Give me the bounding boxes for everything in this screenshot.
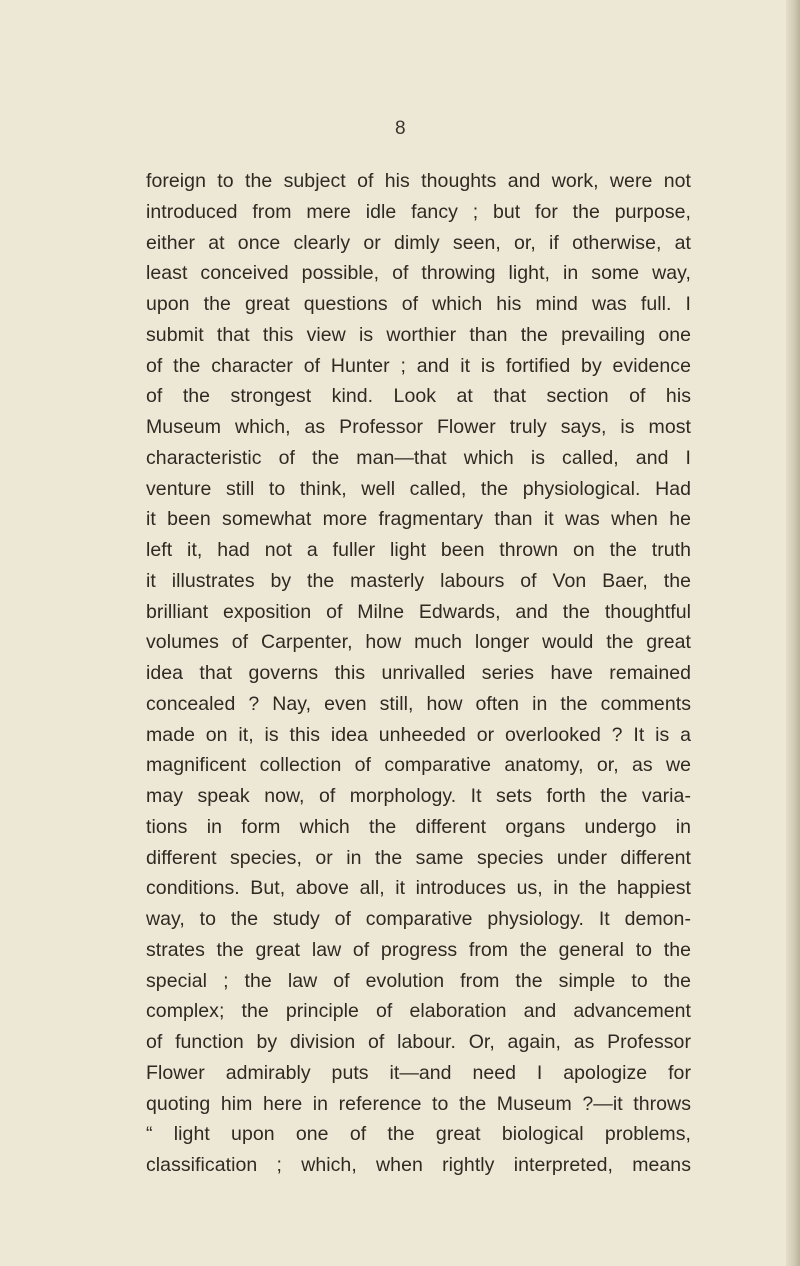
- text-line: it been somewhat more fragmentary than it was when he: [146, 508, 691, 531]
- text-line: strates the great law of progress from the general to the: [146, 938, 691, 961]
- text-line: conditions. But, above all, it introduces us, in the happiest: [146, 877, 691, 900]
- text-line: of the strongest kind. Look at that section of his: [146, 385, 691, 408]
- text-line: concealed ? Nay, even still, how often in the comments: [146, 692, 691, 715]
- text-line: of function by division of labour. Or, again, as Professor: [146, 1031, 691, 1053]
- text-line: brilliant exposition of Milne Edwards, and the thoughtful: [146, 600, 691, 623]
- text-line: either at once clearly or dimly seen, or, if otherwise, at: [146, 231, 691, 254]
- text-line: upon the great questions of which his mind was full. I: [146, 293, 691, 315]
- text-line: least conceived possible, of throwing light, in some way,: [146, 262, 691, 285]
- text-line: it illustrates by the masterly labours of Von Baer, the: [146, 569, 691, 592]
- text-line: tions in form which the different organs undergo in: [146, 815, 691, 838]
- text-line: classification ; which, when rightly interpreted, means: [146, 1154, 691, 1176]
- text-line: idea that governs this unrivalled series have remained: [146, 662, 691, 684]
- text-line: “ light upon one of the great biological problems,: [146, 1123, 691, 1146]
- text-line: special ; the law of evolution from the simple to the: [146, 969, 691, 992]
- text-line: venture still to think, well called, the physiological. Had: [146, 477, 691, 500]
- text-line: left it, had not a fuller light been thrown on the truth: [146, 539, 691, 561]
- text-line: made on it, is this idea unheeded or overlooked ? It is a: [146, 723, 691, 746]
- page-number: 8: [395, 118, 406, 139]
- text-line: quoting him here in reference to the Museum ?—it throws: [146, 1092, 691, 1115]
- text-line: way, to the study of comparative physiology. It demon-: [146, 908, 691, 930]
- page-edge-shadow: [786, 0, 800, 1266]
- text-line: complex; the principle of elaboration and advancement: [146, 1000, 691, 1023]
- text-line: characteristic of the man—that which is called, and I: [146, 446, 691, 469]
- text-line: introduced from mere idle fancy ; but for the purpose,: [146, 200, 691, 223]
- text-line: different species, or in the same species under different: [146, 846, 691, 869]
- text-line: submit that this view is worthier than the prevailing one: [146, 323, 691, 346]
- text-line: Museum which, as Professor Flower truly says, is most: [146, 416, 691, 438]
- body-text: [146, 166, 691, 1181]
- text-line: Flower admirably puts it—and need I apologize for: [146, 1061, 691, 1084]
- text-line: of the character of Hunter ; and it is fortified by evidence: [146, 354, 691, 377]
- text-line: magnificent collection of comparative anatomy, or, as we: [146, 754, 691, 777]
- text-line: foreign to the subject of his thoughts and work, were not: [146, 170, 691, 192]
- text-line: may speak now, of morphology. It sets forth the varia-: [146, 785, 691, 807]
- text-line: volumes of Carpenter, how much longer would the great: [146, 631, 691, 654]
